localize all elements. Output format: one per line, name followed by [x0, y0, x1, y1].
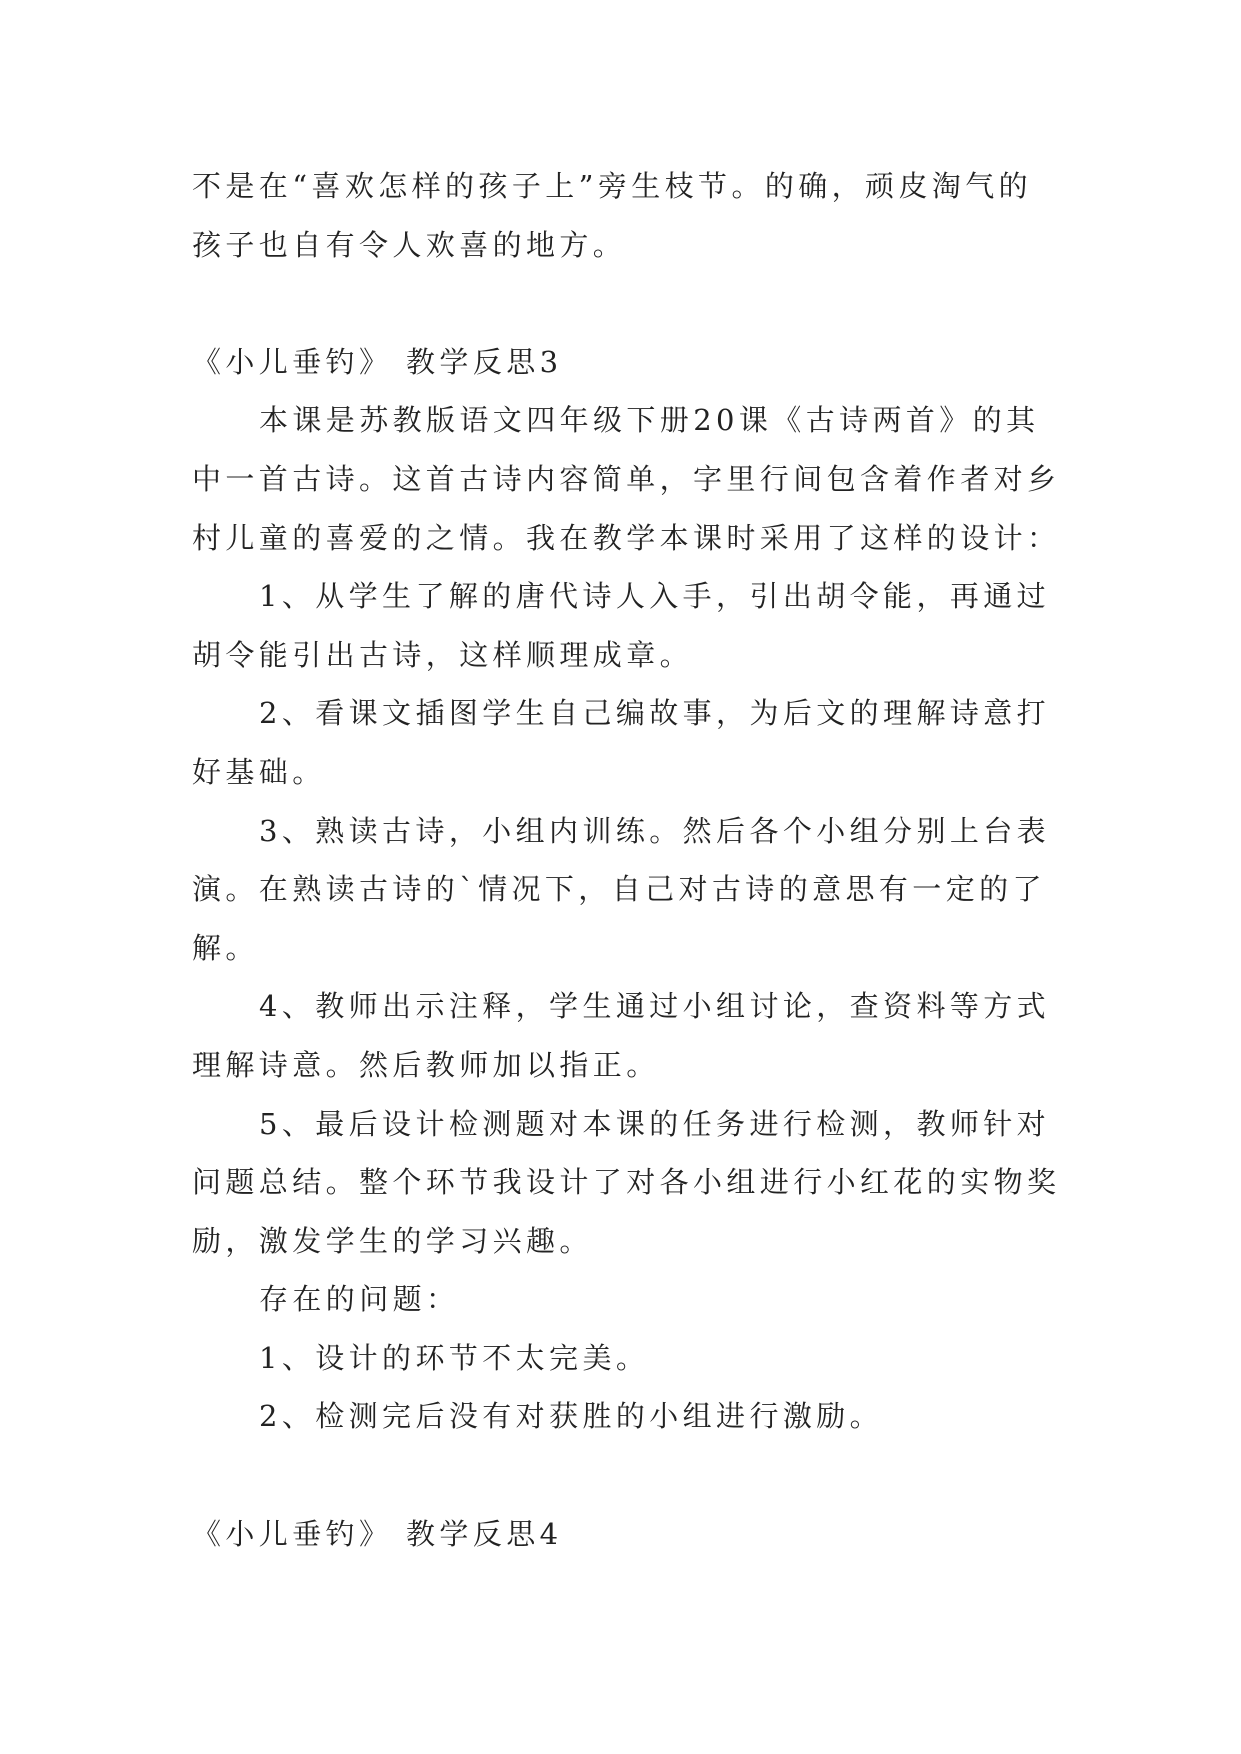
text-line: 中一首古诗。这首古诗内容简单，字里行间包含着作者对乡: [192, 461, 1061, 496]
paragraph-step-4: [192, 977, 1092, 1094]
paragraph-step-5: [192, 1095, 1092, 1271]
text-line: 2、检测完后没有对获胜的小组进行激励。: [259, 1399, 884, 1434]
text-line: 1、从学生了解的唐代诗人入手，引出胡令能，再通过: [259, 579, 1051, 614]
continuation-paragraph: [192, 157, 1092, 274]
paragraph-intro: [192, 391, 1092, 567]
paragraph-problem-2: [192, 1387, 1092, 1446]
section-heading-4: 《小儿垂钓》 教学反思4: [192, 1516, 563, 1551]
text-line: 演。在熟读古诗的`情况下，自己对古诗的意思有一定的了: [192, 872, 1046, 907]
section-heading-3: 《小儿垂钓》 教学反思3: [192, 344, 563, 379]
text-line: 胡令能引出古诗，这样顺理成章。: [192, 637, 694, 672]
paragraph-step-2: [192, 684, 1092, 801]
text-line: 2、看课文插图学生自己编故事，为后文的理解诗意打: [259, 696, 1051, 731]
text-line: 理解诗意。然后教师加以指正。: [192, 1047, 660, 1082]
text-line: 5、最后设计检测题对本课的任务进行检测，教师针对: [259, 1106, 1051, 1141]
text-line: 1、设计的环节不太完美。: [259, 1340, 650, 1375]
text-line: 孩子也自有令人欢喜的地方。: [192, 227, 627, 262]
paragraph-problems-title: [192, 1270, 1092, 1329]
text-line: 励，激发学生的学习兴趣。: [192, 1223, 593, 1258]
text-line: 好基础。: [192, 754, 326, 789]
text-line: 村儿童的喜爱的之情。我在教学本课时采用了这样的设计：: [192, 520, 1061, 555]
text-line: 本课是苏教版语文四年级下册20课《古诗两首》的其: [259, 403, 1040, 438]
spacer: [192, 274, 1092, 333]
spacer: [192, 1446, 1092, 1505]
document-body: [192, 157, 1092, 1563]
paragraph-problem-1: [192, 1329, 1092, 1388]
paragraph-step-3: [192, 802, 1092, 978]
text-line: 问题总结。整个环节我设计了对各小组进行小红花的实物奖: [192, 1165, 1061, 1200]
text-line: 解。: [192, 930, 259, 965]
text-line: 3、熟读古诗，小组内训练。然后各个小组分别上台表: [259, 813, 1051, 848]
text-line: 不是在“喜欢怎样的孩子上”旁生枝节。的确，顽皮淘气的: [192, 169, 1033, 203]
paragraph-step-1: [192, 567, 1092, 684]
text-line: 存在的问题：: [259, 1282, 460, 1317]
text-line: 4、教师出示注释，学生通过小组讨论，查资料等方式: [259, 989, 1051, 1024]
